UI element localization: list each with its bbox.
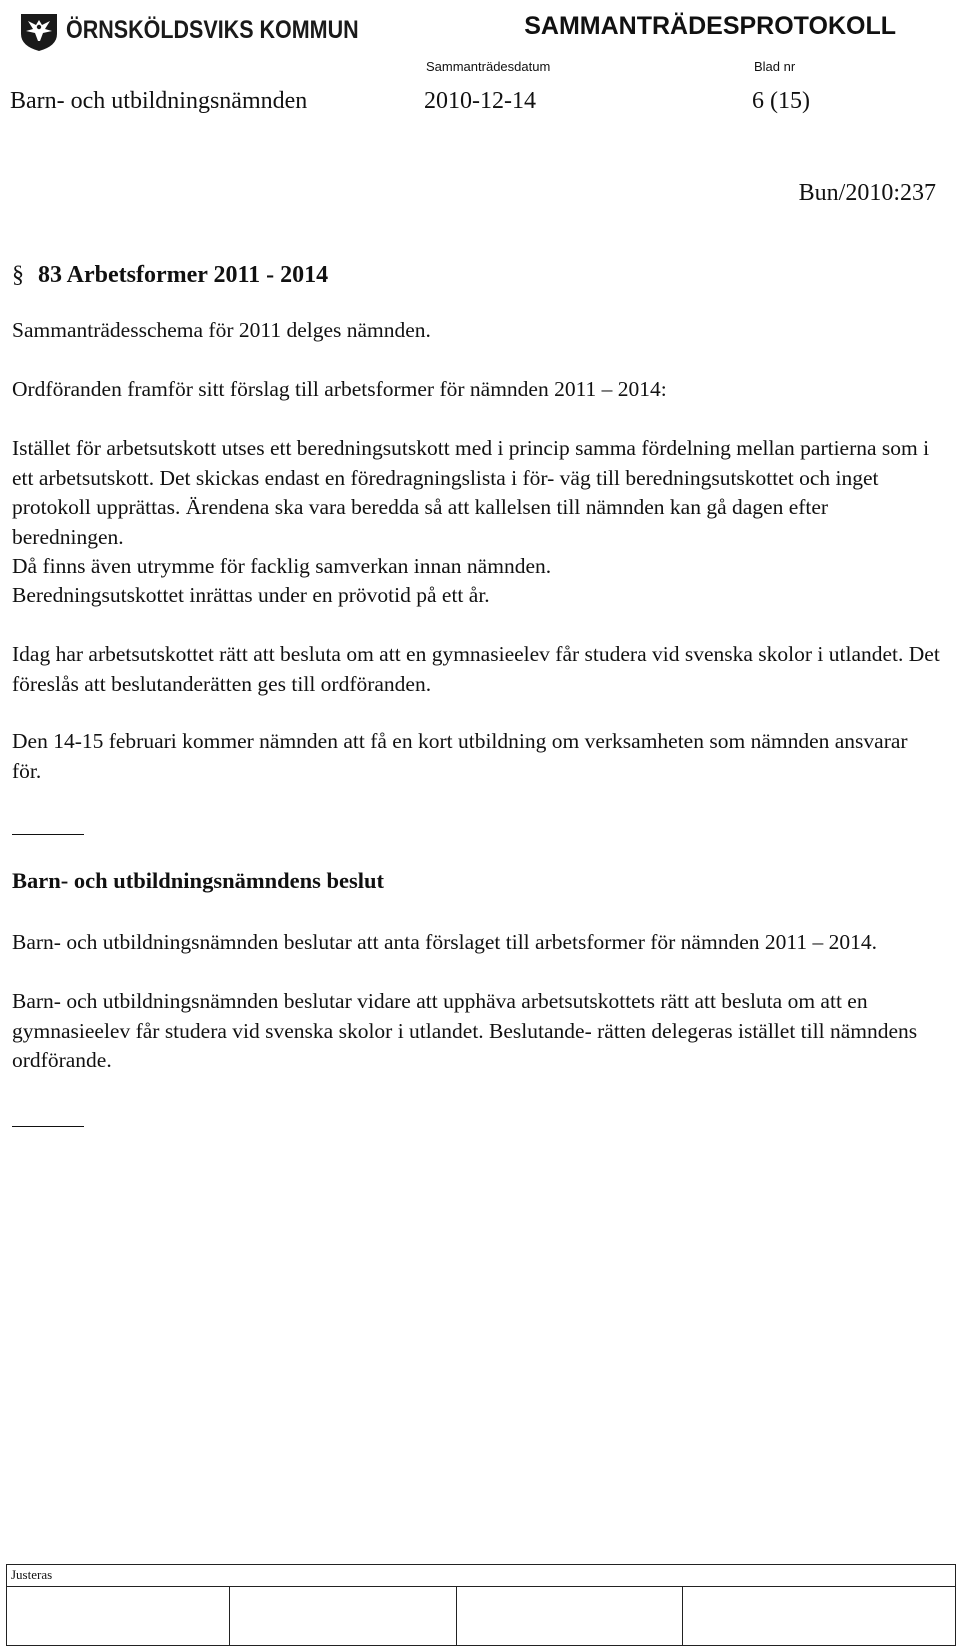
org-name: ÖRNSKÖLDSVIKS KOMMUN xyxy=(66,16,359,44)
meeting-date: 2010-12-14 xyxy=(424,88,536,114)
document-type-title: SAMMANTRÄDESPROTOKOLL xyxy=(524,12,896,40)
paragraph-2: Ordföranden framför sitt förslag till arbetsformer för nämnden 2011 – 2014: xyxy=(12,377,667,401)
municipality-logo xyxy=(18,8,359,54)
signature-label: Justeras xyxy=(11,1567,53,1582)
section-heading xyxy=(12,262,328,289)
signature-cell[interactable] xyxy=(7,1587,230,1645)
paragraph-1: Sammanträdesschema för 2011 delges nämnden. xyxy=(12,318,431,342)
decision-heading: Barn- och utbildningsnämndens beslut xyxy=(12,868,384,893)
section-sign: § xyxy=(12,262,24,288)
signature-header-row xyxy=(7,1565,955,1587)
eagle-crest-icon xyxy=(18,8,60,52)
paragraph-4: Då finns även utrymme för facklig samverkan innan nämnden. xyxy=(12,554,552,578)
separator-line xyxy=(12,1126,84,1127)
paragraph-6: Idag har arbetsutskottet rätt att besluta om att en gymnasieelev får studera vid svenska skolor i utlandet. Det föreslås att beslutanderätten ges till ordföranden. xyxy=(12,642,940,696)
paragraph-5: Beredningsutskottet inrättas under en prövotid på ett år. xyxy=(12,583,490,607)
signature-cell[interactable] xyxy=(456,1587,683,1645)
paragraph-3: Istället för arbetsutskott utses ett beredningsutskott med i princip samma fördelning mellan partierna som i ett arbetsutskott. Det skickas endast en föredragningslista i för- väg till beredningsutskottet och inget protokoll upprättas. Ärendena ska vara beredda så att kallelsen till nämnden kan gå dagen efter beredningen. xyxy=(12,436,930,549)
section-title: 83 Arbetsformer 2011 - 2014 xyxy=(38,262,329,288)
decision-paragraph-2: Barn- och utbildningsnämnden beslutar vidare att upphäva arbetsutskottets rätt att besluta om att en gymnasieelev får studera vid svenska skolor i utlandet. Beslutande- rätten delegeras istället till nämndens ordförande. xyxy=(12,989,918,1072)
case-reference: Bun/2010:237 xyxy=(798,180,936,206)
separator-line xyxy=(12,834,84,835)
signature-cell[interactable] xyxy=(229,1587,457,1645)
page-number: 6 (15) xyxy=(752,88,810,114)
date-label: Sammanträdesdatum xyxy=(426,59,551,74)
paragraph-7: Den 14-15 februari kommer nämnden att få en kort utbildning om verksamheten som nämnden ansvarar för. xyxy=(12,729,908,783)
signature-box xyxy=(6,1564,956,1646)
page-label: Blad nr xyxy=(754,59,796,74)
decision-paragraph-1: Barn- och utbildningsnämnden beslutar att anta förslaget till arbetsformer för nämnden 2011 – 2014. xyxy=(12,930,877,954)
signature-cell[interactable] xyxy=(682,1587,683,1645)
committee-name: Barn- och utbildningsnämnden xyxy=(10,88,308,114)
